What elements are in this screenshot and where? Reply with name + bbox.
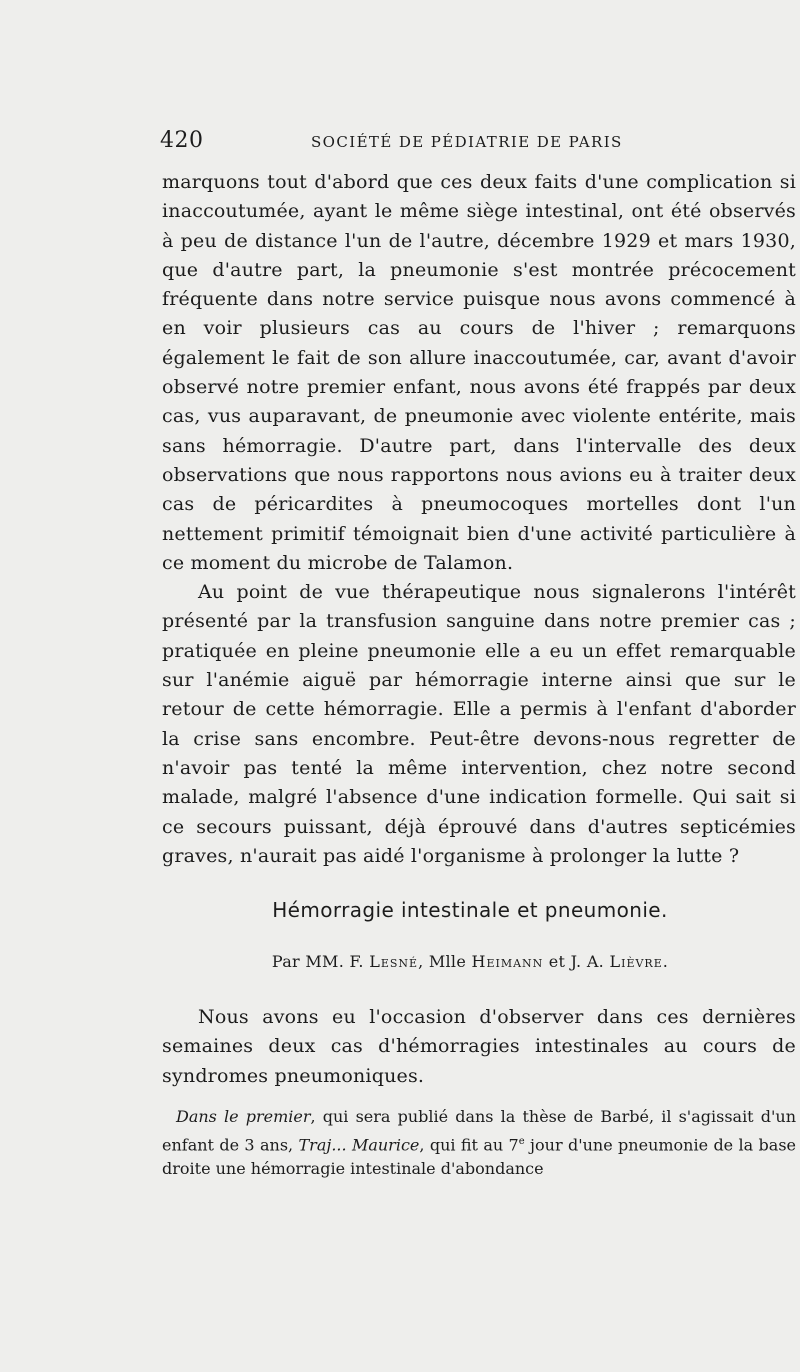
ordinal-superscript: e: [518, 1135, 525, 1147]
authors-prefix: Par MM. F.: [271, 952, 364, 971]
authors-separator: , Mlle: [418, 952, 467, 971]
author-name: Lesné: [369, 952, 419, 971]
page-number: 420: [160, 128, 204, 153]
paragraph-intro: Nous avons eu l'occasion d'observer dans ces dernières semaines deux cas d'hémorragies intestinales au cours de syndromes pneumoniques.: [162, 1006, 796, 1087]
authors-suffix: .: [662, 952, 669, 971]
journal-title: SOCIÉTÉ DE PÉDIATRIE DE PARIS: [311, 133, 623, 151]
author-name: Heimann: [471, 952, 544, 971]
body-text: [162, 168, 796, 871]
paragraph-therapeutics: Au point de vue thérapeutique nous signalerons l'intérêt présenté par la transfusion sanguine dans notre premier cas ; pratiquée en pleine pneumonie elle a eu un effet remarquable sur l'anémie aiguë par hémorragie interne ainsi que sur le retour de cette hémorragie. Elle a permis à l'enfant d'aborder la crise sans encombre. Peut-être devons-nous regretter de n'avoir pas tenté la même intervention, chez notre second malade, malgré l'absence d'une indication formelle. Qui sait si ce secours puissant, déjà éprouvé dans d'autres septicémies graves, n'aurait pas aidé l'organisme à prolonger la lutte ?: [162, 581, 796, 867]
section-title: Hémorragie intestinale et pneumonie.: [272, 898, 668, 922]
case-lead: Dans le premier: [176, 1107, 311, 1126]
authors-line: [160, 952, 780, 971]
authors-separator: et J. A.: [548, 952, 605, 971]
intro-text: [162, 1003, 796, 1091]
running-header: [160, 128, 800, 158]
patient-name: Traj... Maurice: [298, 1134, 420, 1154]
paragraph-continuation: marquons tout d'abord que ces deux faits d'une complication si inaccoutumée, ayant le même siège intestinal, ont été observés à peu de distance l'un de l'autre, décembre 1929 et mars 1930, que d'autre part, la pneumonie s'est montrée précocement fréquente dans notre service puisque nous avons commencé à en voir plusieurs cas au cours de l'hiver ; remarquons également le fait de son allure inaccoutumée, car, avant d'avoir observé notre premier enfant, nous avons été frappés par deux cas, vus auparavant, de pneumonie avec violente entérite, mais sans hémorragie. D'autre part, dans l'intervalle des deux observations que nous rapportons nous avions eu à traiter deux cas de péricardites à pneumocoques mortelles dont l'un nettement primitif témoignait bien d'une activité particulière à ce moment du microbe de Talamon.: [162, 171, 796, 574]
case-text: , qui sera publié dans la thèse de Barbé, il s'agissait d'un enfant de 3 ans,: [162, 1107, 797, 1154]
case-text: jour d'une pneumonie de la base droite une hémorragie intestinale d'abondance: [162, 1134, 797, 1179]
case-paragraph: [162, 1105, 796, 1182]
author-name: Lièvre: [609, 952, 663, 971]
case-text: , qui fit au 7: [419, 1134, 519, 1154]
